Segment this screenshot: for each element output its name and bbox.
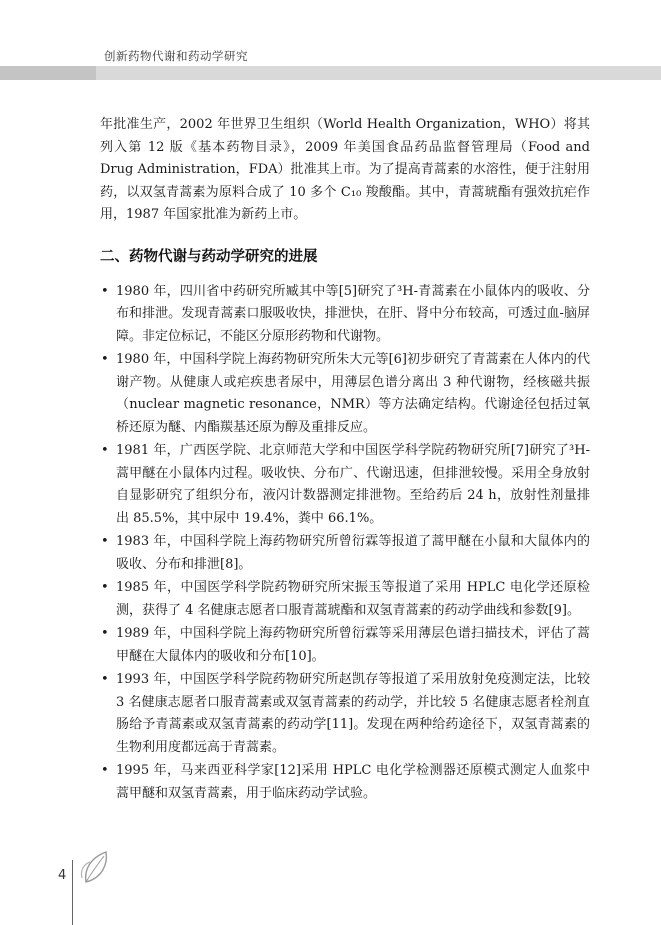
list-item xyxy=(100,440,590,530)
bullet-icon: • xyxy=(101,443,109,458)
bullet-icon: • xyxy=(101,352,109,367)
list-item xyxy=(100,349,590,439)
bullet-icon: • xyxy=(101,672,109,687)
list-item xyxy=(100,577,590,622)
page-body xyxy=(100,114,590,806)
bullet-icon: • xyxy=(101,534,109,549)
list-item xyxy=(100,531,590,576)
running-header-title: 创新药物代谢和药动学研究 xyxy=(104,49,248,63)
list-item-text: 1995 年，马来西亚科学家[12]采用 HPLC 电化学检测器还原模式测定人血浆中蒿甲醚和双氢青蒿素，用于临床药动学试验。 xyxy=(116,763,590,801)
list-item xyxy=(100,669,590,759)
leaf-icon xyxy=(78,848,114,888)
header-bar xyxy=(0,66,661,80)
list-item-text: 1983 年，中国科学院上海药物研究所曾衍霖等报道了蒿甲醚在小鼠和大鼠体内的吸收、分布和排泄[8]。 xyxy=(116,534,590,572)
bullet-icon: • xyxy=(101,283,109,299)
list-item-text: 1989 年，中国科学院上海药物研究所曾衍霖等采用薄层色谱扫描技术，评估了蒿甲醚在大鼠体内的吸收和分布[10]。 xyxy=(116,626,590,664)
progress-list xyxy=(100,281,590,806)
list-item-text: 1980 年，四川省中药研究所臧其中等[5]研究了³H-青蒿素在小鼠体内的吸收、分布和排泄。发现青蒿素口服吸收快，排泄快，在肝、肾中分布较高，可透过血-脑屏障。非定位标记，不能区分原形药物和代谢物。 xyxy=(116,283,590,344)
list-item xyxy=(100,760,590,805)
intro-paragraph: 年批准生产，2002 年世界卫生组织（World Health Organization，WHO）将其列入第 12 版《基本药物目录》，2009 年美国食品药品监督管理局（Food and Drug Administration，FDA）批准其上市。为了提高青蒿素的水溶性，便于注射用药，以双氢青蒿素为原料合成了 10 多个 C₁₀ 羧酸酯。其中，青蒿琥酯有强效抗疟作用，1987 年国家批准为新药上市。 xyxy=(100,117,590,222)
bullet-icon: • xyxy=(101,626,109,641)
bullet-icon: • xyxy=(101,580,109,595)
page-number: 4 xyxy=(58,868,67,883)
list-item-text: 1985 年，中国医学科学院药物研究所宋振玉等报道了采用 HPLC 电化学还原检测，获得了 4 名健康志愿者口服青蒿琥酯和双氢青蒿素的药动学曲线和参数[9]。 xyxy=(116,580,590,618)
bullet-icon: • xyxy=(101,763,109,778)
list-item-text: 1980 年，中国科学院上海药物研究所朱大元等[6]初步研究了青蒿素在人体内的代谢产物。从健康人或疟疾患者尿中，用薄层色谱分离出 3 种代谢物，经核磁共振（nuclear magnetic resonance，NMR）等方法确定结构。代谢途径包括过氧桥还原为醚、内酯羰基还原为醇及重排反应。 xyxy=(116,352,590,435)
list-item xyxy=(100,623,590,668)
list-item xyxy=(100,281,590,349)
header-bar-accent xyxy=(0,66,96,80)
list-item-text: 1993 年，中国医学科学院药物研究所赵凯存等报道了采用放射免疫测定法，比较 3 名健康志愿者口服青蒿素或双氢青蒿素的药动学，并比较 5 名健康志愿者栓剂直肠给予青蒿素或双氢青蒿素的药动学[11]。发现在两种给药途径下，双氢青蒿素的生物利用度都远高于青蒿素。 xyxy=(116,672,590,755)
section-heading: 二、药物代谢与药动学研究的进展 xyxy=(100,248,318,265)
margin-rule xyxy=(72,860,73,925)
list-item-text: 1981 年，广西医学院、北京师范大学和中国医学科学院药物研究所[7]研究了³H-蒿甲醚在小鼠体内过程。吸收快、分布广、代谢迅速，但排泄较慢。采用全身放射自显影研究了组织分布，液闪计数器测定排泄物。至给药后 24 h，放射性剂量排出 85.5%，其中尿中 19.4%，粪中 66.1%。 xyxy=(116,443,590,526)
